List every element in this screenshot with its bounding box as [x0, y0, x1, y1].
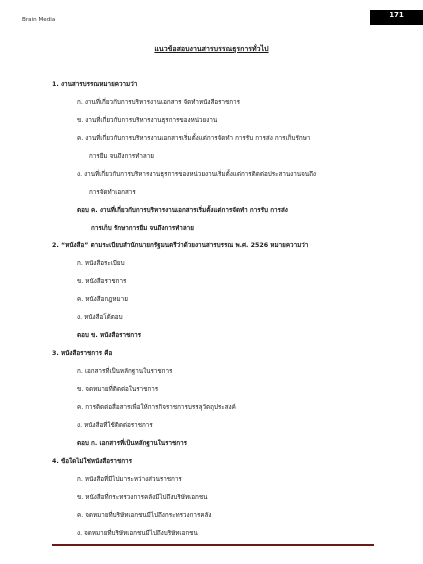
q4-option-c: ค. จดหมายที่บริษัทเอกชนมีไปถึงกระทรวงการคลัง [77, 512, 212, 519]
question-3: 3. หนังสือราชการ คือ [52, 350, 113, 357]
page-title: แนวข้อสอบงานสารบรรณธุรการทั่วไป [154, 45, 269, 53]
q2-option-b: ข. หนังสือราชการ [77, 278, 127, 285]
q4-option-b: ข. หนังสือที่กระทรวงการคลังมีไปถึงบริษัทเอกชน [77, 494, 208, 501]
q3-option-d: ง. หนังสือที่ใช้ติดต่อราชการ [77, 422, 153, 429]
q3-option-b: ข. จดหมายที่ติดต่อในราชการ [77, 386, 159, 393]
footer-rule [52, 544, 374, 546]
q1-option-d-cont: การจัดทำเอกสาร [89, 189, 136, 196]
question-1: 1. งานสารบรรณหมายความว่า [52, 81, 138, 88]
q2-option-d: ง. หนังสือโต้ตอบ [77, 314, 123, 321]
page-number-badge [370, 10, 423, 25]
brand-label: Brain Media [22, 17, 56, 23]
q1-option-d: ง. งานที่เกี่ยวกับการบริหารงานธุรการของหน่วยงานเริ่มตั้งแต่การติดต่อประสานงานจนถึง [77, 171, 316, 178]
q1-option-b: ข. งานที่เกี่ยวกับการบริหารงานธุรการของหน่วยงาน [77, 117, 218, 124]
q3-answer: ตอบ ก. เอกสารที่เป็นหลักฐานในราชการ [77, 440, 188, 447]
q1-answer-cont: การเก็บ รักษาการยืม จนถึงการทำลาย [91, 225, 194, 232]
q1-option-c: ค. งานที่เกี่ยวกับการบริหารงานเอกสารเริ่มตั้งแต่การจัดทำ การรับ การส่ง การเก็บรักษา [77, 135, 311, 142]
q4-option-a: ก. หนังสือที่มีไปมาระหว่างส่วนราชการ [77, 476, 182, 483]
q2-option-c: ค. หนังสือกฎหมาย [77, 296, 128, 303]
q2-option-a: ก. หนังสือระเบียบ [77, 260, 125, 267]
question-2: 2. “หนังสือ” ตามระเบียบสำนักนายกรัฐมนตรีว่าด้วยงานสารบรรณ พ.ศ. 2526 หมายความว่า [52, 242, 309, 249]
q1-option-c-cont: การยืม จนถึงการทำลาย [89, 153, 154, 160]
q4-option-d: ง. จดหมายที่บริษัทเอกชนมีไปถึงบริษัทเอกชน [77, 530, 198, 537]
page-number: 171 [389, 11, 404, 19]
q3-option-c: ค. การติดต่อสื่อสารเพื่อให้การกิจราชการบรรลุวัตถุประสงค์ [77, 404, 236, 411]
q3-option-a: ก. เอกสารที่เป็นหลักฐานในราชการ [77, 368, 173, 375]
q2-answer: ตอบ ข. หนังสือราชการ [77, 332, 142, 339]
q1-option-a: ก. งานที่เกี่ยวกับการบริหารงานเอกสาร จัดทำหนังสือราชการ [77, 99, 241, 106]
question-4: 4. ข้อใดไม่ใช่หนังสือราชการ [52, 458, 132, 465]
q1-answer: ตอบ ค. งานที่เกี่ยวกับการบริหารงานเอกสารเริ่มตั้งแต่การจัดทำ การรับ การส่ง [77, 207, 288, 214]
